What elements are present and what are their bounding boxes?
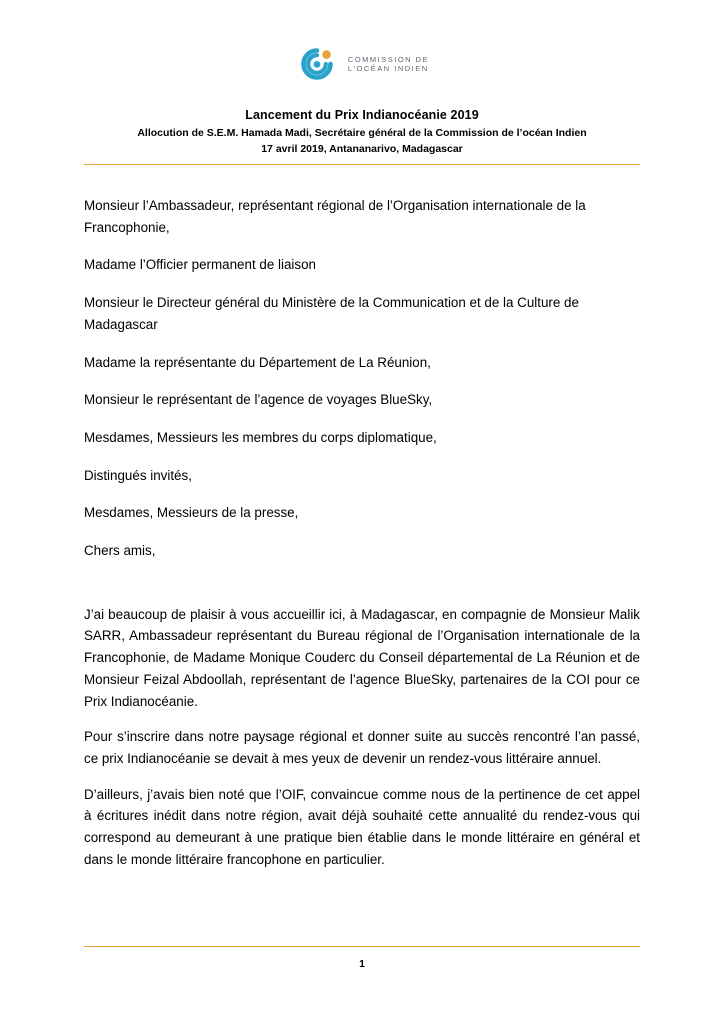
salutation-line: Mesdames, Messieurs de la presse,	[84, 505, 299, 521]
body-paragraph: D’ailleurs, j’avais bien noté que l’OIF, convaincue comme nous de la pertinence de cet appel à écritures inédit dans notre région, avait déjà souhaité cette annualité du rendez-vous qui correspond au demeurant à une pratique bien établie dans le monde littéraire en général et dans le monde littéraire francophone en particulier.	[84, 786, 640, 867]
salutation-line: Madame la représentante du Département de La Réunion,	[84, 354, 431, 370]
body-paragraph: Pour s’inscrire dans notre paysage régional et donner suite au succès rencontré l’an passé, ce prix Indianocéanie se devait à mes yeux de devenir un rendez-vous littéraire annuel.	[84, 729, 640, 766]
coi-logo-text	[348, 55, 429, 74]
page-number: 1	[359, 958, 365, 970]
coi-logo-line1: COMMISSION DE	[347, 54, 430, 64]
coi-logo-line2: L'OCÉAN INDIEN	[347, 64, 429, 73]
coi-spiral-logo-icon	[295, 42, 339, 86]
paragraph-spacer	[84, 578, 640, 604]
document-date-place: 17 avril 2019, Antananarivo, Madagascar	[261, 143, 463, 155]
salutation-line: Monsieur le représentant de l’agence de voyages BlueSky,	[84, 392, 433, 408]
salutation-line: Monsieur l’Ambassadeur, représentant régional de l’Organisation internationale de la Francophonie,	[84, 198, 586, 235]
page-footer	[84, 946, 640, 972]
salutation-line: Mesdames, Messieurs les membres du corps diplomatique,	[84, 429, 437, 445]
salutation-line: Distingués invités,	[84, 467, 192, 483]
coi-logo	[295, 42, 429, 86]
header-logo-block	[84, 42, 640, 86]
salutation-line: Chers amis,	[84, 543, 156, 559]
document-subtitle: Allocution de S.E.M. Hamada Madi, Secrétaire général de la Commission de l’océan Indien	[137, 127, 587, 139]
salutation-line: Madame l’Officier permanent de liaison	[84, 257, 316, 273]
document-body	[84, 195, 640, 1024]
salutation-line: Monsieur le Directeur général du Ministère de la Communication et de la Culture de Madagascar	[84, 295, 579, 332]
body-paragraph: J’ai beaucoup de plaisir à vous accueillir ici, à Madagascar, en compagnie de Monsieur Malik SARR, Ambassadeur représentant du Bureau régional de l’Organisation internationale de la Francophonie, de Madame Monique Couderc du Conseil départemental de La Réunion et de Monsieur Feizal Abdoollah, représentant de l’agence BlueSky, partenaires de la COI pour ce Prix Indianocéanie.	[84, 606, 640, 709]
document-title: Lancement du Prix Indianocéanie 2019	[245, 108, 479, 122]
title-block	[84, 108, 640, 165]
